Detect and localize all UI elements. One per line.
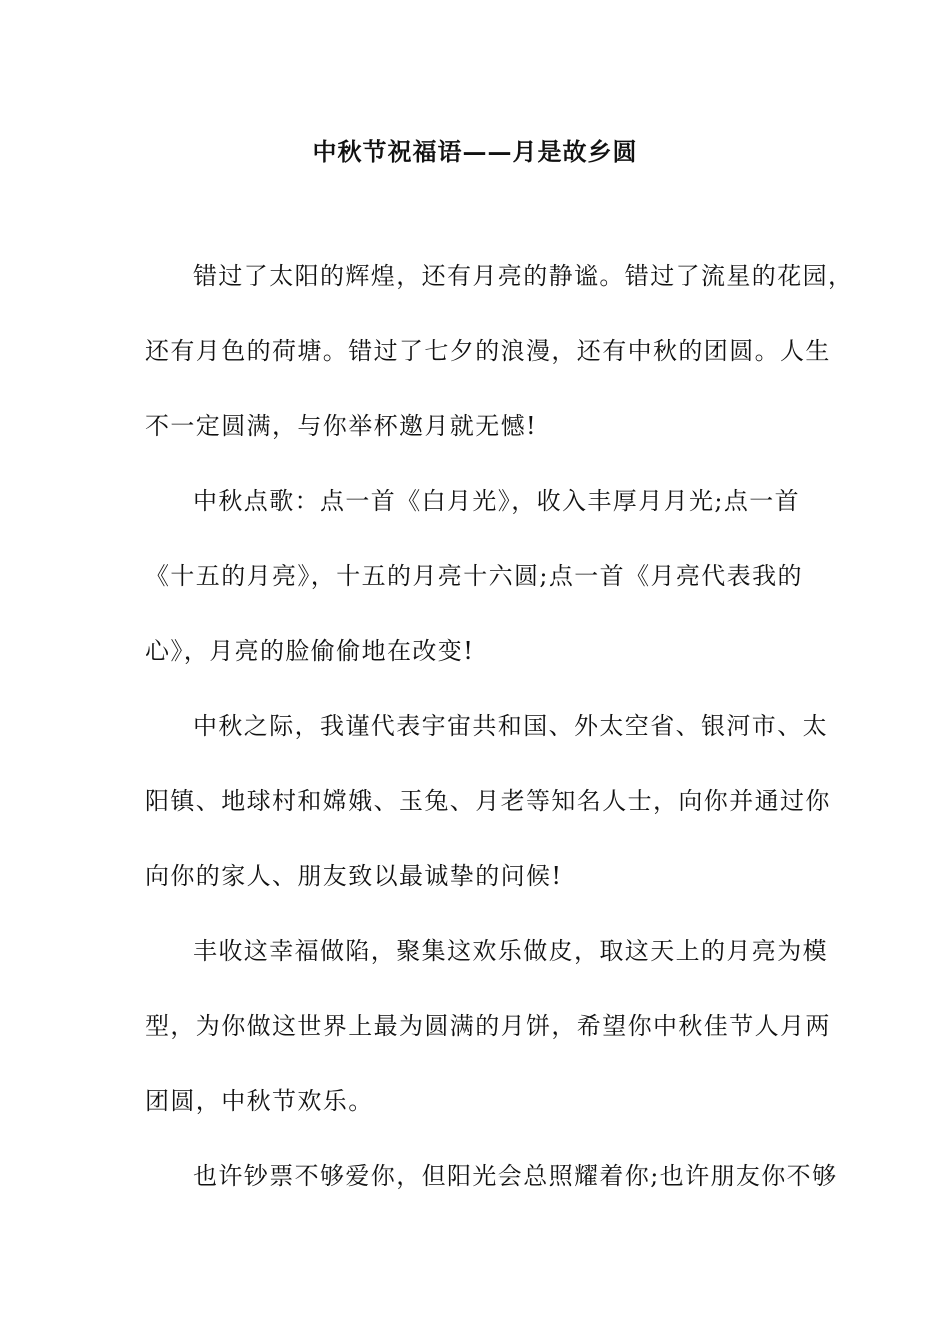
paragraph-2-line-3: 心》，月亮的脸偷偷地在改变!	[145, 637, 475, 665]
paragraph-3-line-1: 中秋之际，我谨代表宇宙共和国、外太空省、银河市、太	[193, 712, 828, 740]
paragraph-1-line-1: 错过了太阳的辉煌，还有月亮的静谧。错过了流星的花园，	[193, 262, 854, 290]
paragraph-2-line-1: 中秋点歌：点一首《白月光》，收入丰厚月月光;点一首	[193, 487, 801, 515]
paragraph-5-line-1: 也许钞票不够爱你，但阳光会总照耀着你;也许朋友你不够	[193, 1162, 838, 1190]
paragraph-3-line-2: 阳镇、地球村和嫦娥、玉兔、月老等知名人士，向你并通过你	[145, 787, 831, 815]
paragraph-3-line-3: 向你的家人、朋友致以最诚挚的问候!	[145, 862, 563, 890]
paragraph-4-line-1: 丰收这幸福做陷，聚集这欢乐做皮，取这天上的月亮为模	[193, 937, 828, 965]
paragraph-4-line-2: 型，为你做这世界上最为圆满的月饼，希望你中秋佳节人月两	[145, 1012, 831, 1040]
paragraph-1-line-3: 不一定圆满，与你举杯邀月就无憾!	[145, 412, 538, 440]
document-title: 中秋节祝福语——月是故乡圆	[312, 137, 638, 166]
paragraph-4-line-3: 团圆，中秋节欢乐。	[145, 1087, 374, 1115]
paragraph-1-line-2: 还有月色的荷塘。错过了七夕的浪漫，还有中秋的团圆。人生	[145, 337, 831, 365]
paragraph-2-line-2: 《十五的月亮》，十五的月亮十六圆;点一首《月亮代表我的	[145, 562, 803, 590]
document-body	[145, 256, 854, 1231]
